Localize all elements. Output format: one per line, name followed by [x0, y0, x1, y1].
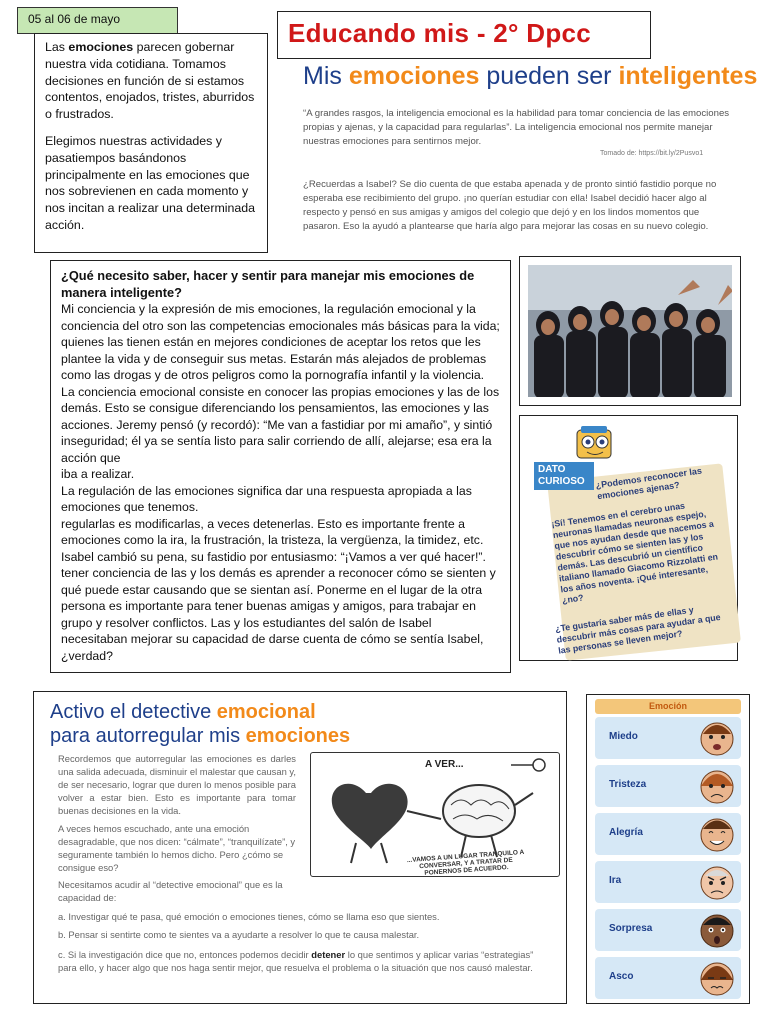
dato-curioso-label: DATO CURIOSO [534, 462, 594, 490]
main-paragraph-2: iba a realizar. [61, 467, 135, 481]
detective-title-line-2: para autorregular mis emociones [50, 725, 351, 747]
emotion-row-tristeza [595, 765, 741, 807]
detective-box [33, 691, 567, 1004]
group-photo-illustration [528, 265, 732, 397]
emotion-label: Ira [609, 875, 622, 886]
emotion-label: Sorpresa [609, 923, 653, 934]
detective-paragraph-3: Necesitamos acudir al “detective emocional” que es la capacidad de: [58, 879, 283, 903]
dato-curioso-card [526, 422, 731, 654]
sad-face-icon [697, 766, 737, 806]
emotion-row-ira [595, 861, 741, 903]
detective-item-b: b. Pensar si sentirte como te sientes va a ayudarte a resolver lo que te causa malestar. [58, 929, 420, 940]
article-heading: Mis emociones pueden ser inteligentes [303, 62, 758, 90]
disgust-face-icon [697, 958, 737, 998]
emotion-row-sorpresa [595, 909, 741, 951]
main-paragraph-4: regularlas es modificarlas, a veces detenerlas. Esto es importante frente a emociones como la ira, la frustración, la tristeza, la vergüenza, la timidez, etc. Isabel cambió su pena, su fastidio por entusiasmo: “¡Vamos a ver qué hacer!”. tener conciencia de las y los demás es aprender a reconocer cómo se sienten y qué puede estar causando que se sientan así. Ponerme en el lugar de la otra persona es importante para tener buenas amigas y amigos, para trabajar en grupo y resolver conflictos. Las y los estudiantes del salón de Isabel necesitaban mejorar su capacidad de darse cuenta de cómo se sentía Isabel, ¿verdad? [61, 516, 496, 663]
dato-text: ¡Sí! Tenemos en el cerebro unas neuronas llamadas neuronas espejo, que nos ayudan desde que nacemos a descubrir cómo se sienten las y los demás. Las descubrió un científico italiano llamado Giacomo Rizzolatti en los años noventa. ¡Qué interesante, ¿no? [550, 500, 719, 606]
article-quote: “A grandes rasgos, la inteligencia emocional es la habilidad para tomar conciencia de las emociones propias y ajenas, y la capacidad para regularlas”. La inteligencia emocional nos permite manejar nuestras emociones para sentirnos mejor. [303, 108, 730, 147]
emotion-label: Asco [609, 971, 634, 982]
angry-face-icon [697, 862, 737, 902]
comic-caption: ...VAMOS A UN LUGAR TRANQUILO A CONVERSAR, Y A TRATAR DE PONERNOS DE ACUERDO. [406, 848, 525, 877]
main-paragraph-3: La regulación de las emociones significa dar una respuesta apropiada a las emociones que tenemos. [61, 483, 472, 514]
main-paragraph-1: Mi conciencia y la expresión de mis emociones, la regulación emocional y la conciencia del otro son las competencias emocionales más básicas para la vida; quienes las tienen están en mejores condiciones de aceptar los retos que les plantee la vida y de conseguir sus metas. Estarán más alejados de problemas como las drogas y de otros peligros como la pornografía infantil y la violencia. La conciencia emocional consiste en conocer las propias emociones y las de los demás. Esto se consigue diferenciando los pensamientos, las emociones y las acciones. Jeremy pensó (y recordó): “Me van a fastidiar por mi amaño”, y sintió inseguridad; él ya se sentía listo para salir corriendo de allí, alejarse; esa era la acción que [61, 302, 500, 465]
page-title: Educando mis - 2° Dpcc [277, 11, 651, 59]
detective-title-line-1: Activo el detective emocional [50, 701, 316, 723]
intro-box [34, 33, 268, 253]
dato-question: ¿Podemos reconocer las emociones ajenas? [595, 465, 703, 502]
comic-illustration [310, 752, 560, 877]
fear-face-icon [697, 718, 737, 758]
robot-mascot-icon [571, 424, 621, 464]
emotion-label: Alegría [609, 827, 643, 838]
photo-frame [519, 256, 741, 406]
main-text-box [50, 260, 511, 673]
emotions-header: Emoción [595, 699, 741, 714]
group-photo [528, 265, 732, 397]
article-body: ¿Recuerdas a Isabel? Se dio cuenta de que estaba apenada y de pronto sintió fastidio porque no esperaba ese recibimiento del grupo. ¡no querían estudiar con ella! Isabel decidió hacer algo al respecto y pensó en sus amigas y amigos del colegio que dejó y en los lindos momentos que pasaron. Eso la ayudó a plantearse que haría algo para mejorar las cosas en su nuevo colegio. [303, 179, 717, 232]
dato-text-2: ¿Te gustaría saber más de ellas y descubrir más cosas para ayudar a que las personas se lleven mejor? [554, 604, 722, 656]
emotion-row-alegria [595, 813, 741, 855]
emotion-label: Tristeza [609, 779, 647, 790]
emotion-row-asco [595, 957, 741, 999]
comic-title: A VER... [425, 759, 464, 770]
article-source: Tomado de: https://bit.ly/2Pusvo1 [600, 150, 704, 157]
detective-item-a: a. Investigar qué te pasa, qué emoción o emociones tienes, cómo se llama eso que sientes. [58, 911, 440, 922]
date-label: 05 al 06 de mayo [17, 7, 178, 34]
happy-face-icon [697, 814, 737, 854]
main-question: ¿Qué necesito saber, hacer y sentir para manejar mis emociones de manera inteligente? [61, 268, 475, 300]
emotion-row-miedo [595, 717, 741, 759]
detective-paragraph-2: A veces hemos escuchado, ante una emoción desagradable, que nos dicen: “cálmate”, “tranquilízate”, y seguramente también lo hemos dicho. Pero ¿cómo se consigue eso? [58, 823, 296, 873]
surprise-face-icon [697, 910, 737, 950]
emotions-chart [586, 694, 750, 1004]
detective-paragraph-1: Recordemos que autorregular las emociones es darles una salida adecuada, disminuir el malestar que causan y, de ser necesario, lograr que duren lo menos posible para volver a estar bien. Esto es importante para tomar buenas decisiones en la vida. [58, 753, 296, 816]
intro-paragraph-1: Las emociones parecen gobernar nuestra vida cotidiana. Tomamos decisiones en función de si estamos contentos, enojados, tristes, aburridos o frustrados. [45, 40, 255, 122]
detective-item-c: c. Si la investigación dice que no, entonces podemos decidir detener lo que sentimos y aplicar varias “estrategias” para ello, y hacer algo que nos haga sentir mejor, que resuelva el problema o la situación que nos causó malestar. [58, 949, 534, 973]
dato-curioso-box [519, 415, 738, 661]
emotion-label: Miedo [609, 731, 638, 742]
intro-paragraph-2: Elegimos nuestras actividades y pasatiempos basándonos principalmente en las emociones que nos sobrevienen en cada momento y nos incitan a realizar una determinada acción. [45, 133, 256, 232]
